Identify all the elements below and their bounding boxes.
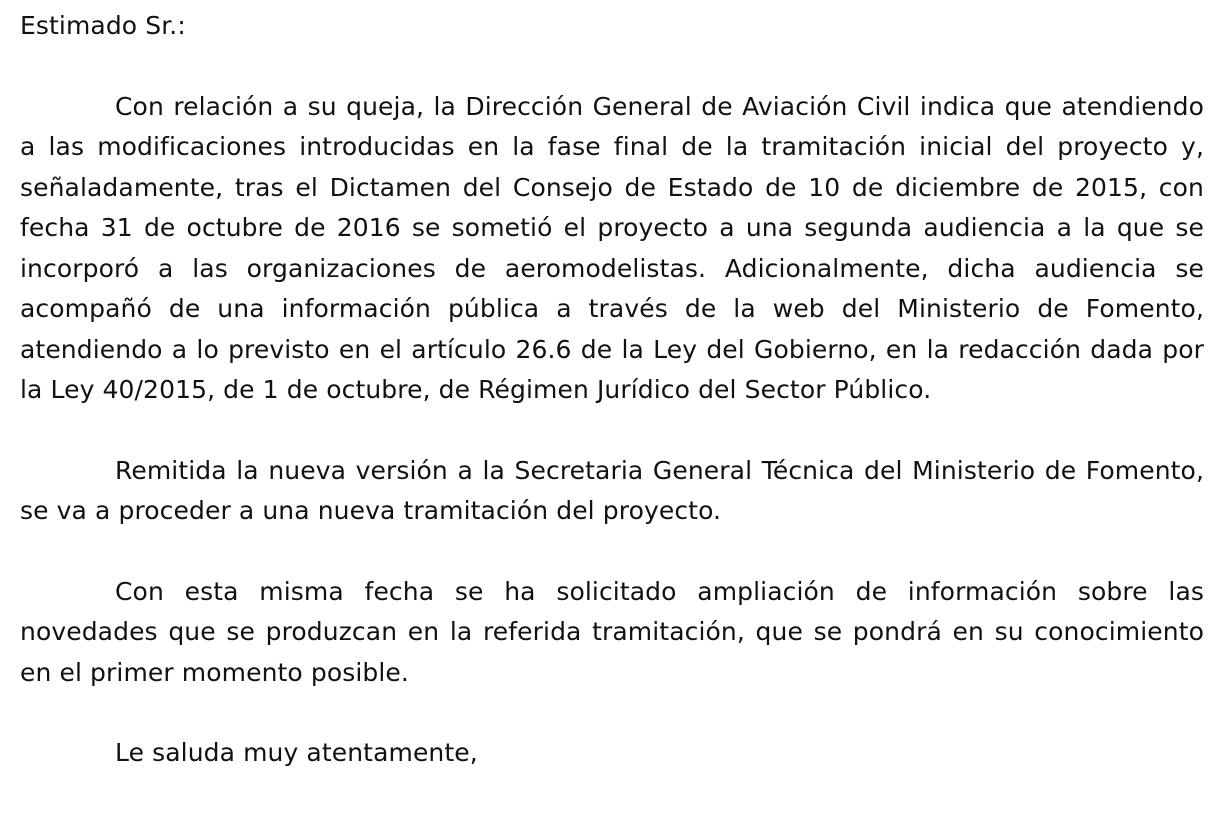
paragraph-new-version: Remitida la nueva versión a la Secretaria General Técnica del Ministerio de Fomento, se va a proceder a una nueva tramitación del proyecto. (20, 455, 1204, 525)
paragraph-information-request: Con esta misma fecha se ha solicitado ampliación de información sobre las novedades que se produzcan en la referida tramitación, que se pondrá en su conocimiento en el primer momento posible. (20, 576, 1204, 687)
paragraph-complaint-response: Con relación a su queja, la Dirección General de Aviación Civil indica que atendiendo a las modificaciones introducidas en la fase final de la tramitación inicial del proyecto y, señaladamente, tras el Dictamen del Consejo de Estado de 10 de diciembre de 2015, con fecha 31 de octubre de 2016 se sometió el proyecto a una segunda audiencia a la que se incorporó a las organizaciones de aeromodelistas. Adicionalmente, dicha audiencia se acompañó de una información pública a través de la web del Ministerio de Fomento, atendiendo a lo previsto en el artículo 26.6 de la Ley del Gobierno, en la redacción dada por la Ley 40/2015, de 1 de octubre, de Régimen Jurídico del Sector Público. (20, 91, 1204, 404)
salutation: Estimado Sr.: (20, 11, 186, 40)
closing: Le saluda muy atentamente, (115, 738, 478, 767)
letter-body (20, 6, 1204, 774)
